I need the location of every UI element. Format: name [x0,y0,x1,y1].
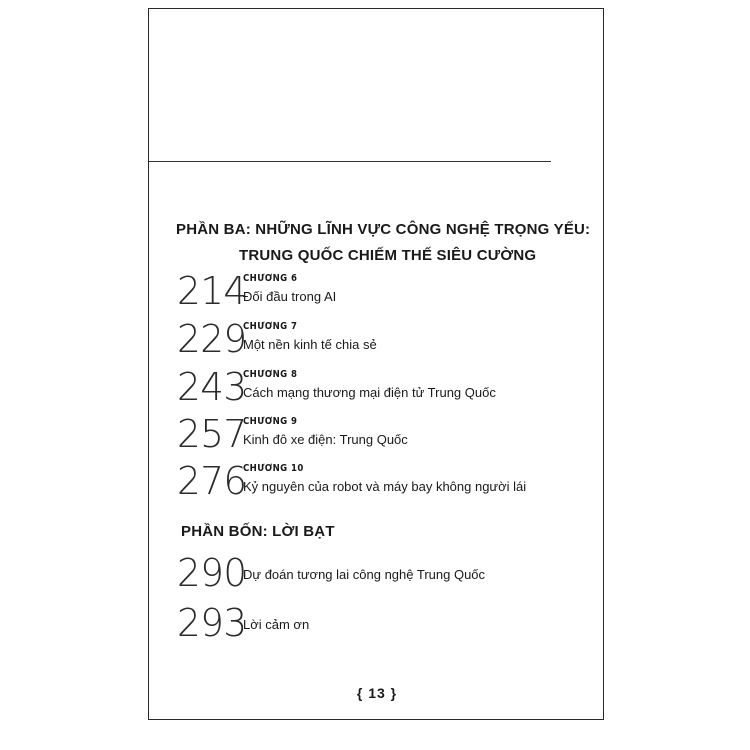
toc-chapter-title: Đối đầu trong AI [243,289,337,304]
divider-rule [149,161,551,162]
toc-page-number: 243 [177,365,247,409]
toc-page-number: 290 [177,551,247,595]
part-three-title-line2: TRUNG QUỐC CHIẾM THẾ SIÊU CƯỜNG [239,247,537,264]
book-page [148,8,604,720]
toc-page-number: 293 [177,601,247,645]
toc-page-number: 229 [177,317,247,361]
toc-chapter-label: CHƯƠNG 9 [243,416,298,427]
toc-chapter-label: CHƯƠNG 6 [243,273,298,284]
toc-chapter-title: Kỷ nguyên của robot và máy bay không người lái [243,479,527,494]
page-number-footer: { 13 } [356,685,398,701]
toc-chapter-label: CHƯƠNG 7 [243,321,298,332]
toc-chapter-label: CHƯƠNG 10 [243,463,304,474]
toc-chapter-title: Cách mạng thương mại điện tử Trung Quốc [243,385,496,400]
toc-chapter-label: CHƯƠNG 8 [243,369,298,380]
toc-chapter-title: Một nền kinh tế chia sẻ [243,337,377,352]
toc-section-title: Lời cảm ơn [243,617,310,632]
toc-page-number: 214 [177,269,247,313]
toc-page-number: 257 [177,412,247,456]
part-three-title-line1: PHẦN BA: NHỮNG LĨNH VỰC CÔNG NGHỆ TRỌNG YẾU: [176,221,591,238]
part-four-title: PHẦN BỐN: LỜI BẠT [181,523,335,540]
toc-section-title: Dự đoán tương lai công nghệ Trung Quốc [243,567,486,582]
toc-page-number: 276 [177,459,247,503]
toc-chapter-title: Kinh đô xe điện: Trung Quốc [243,432,408,447]
